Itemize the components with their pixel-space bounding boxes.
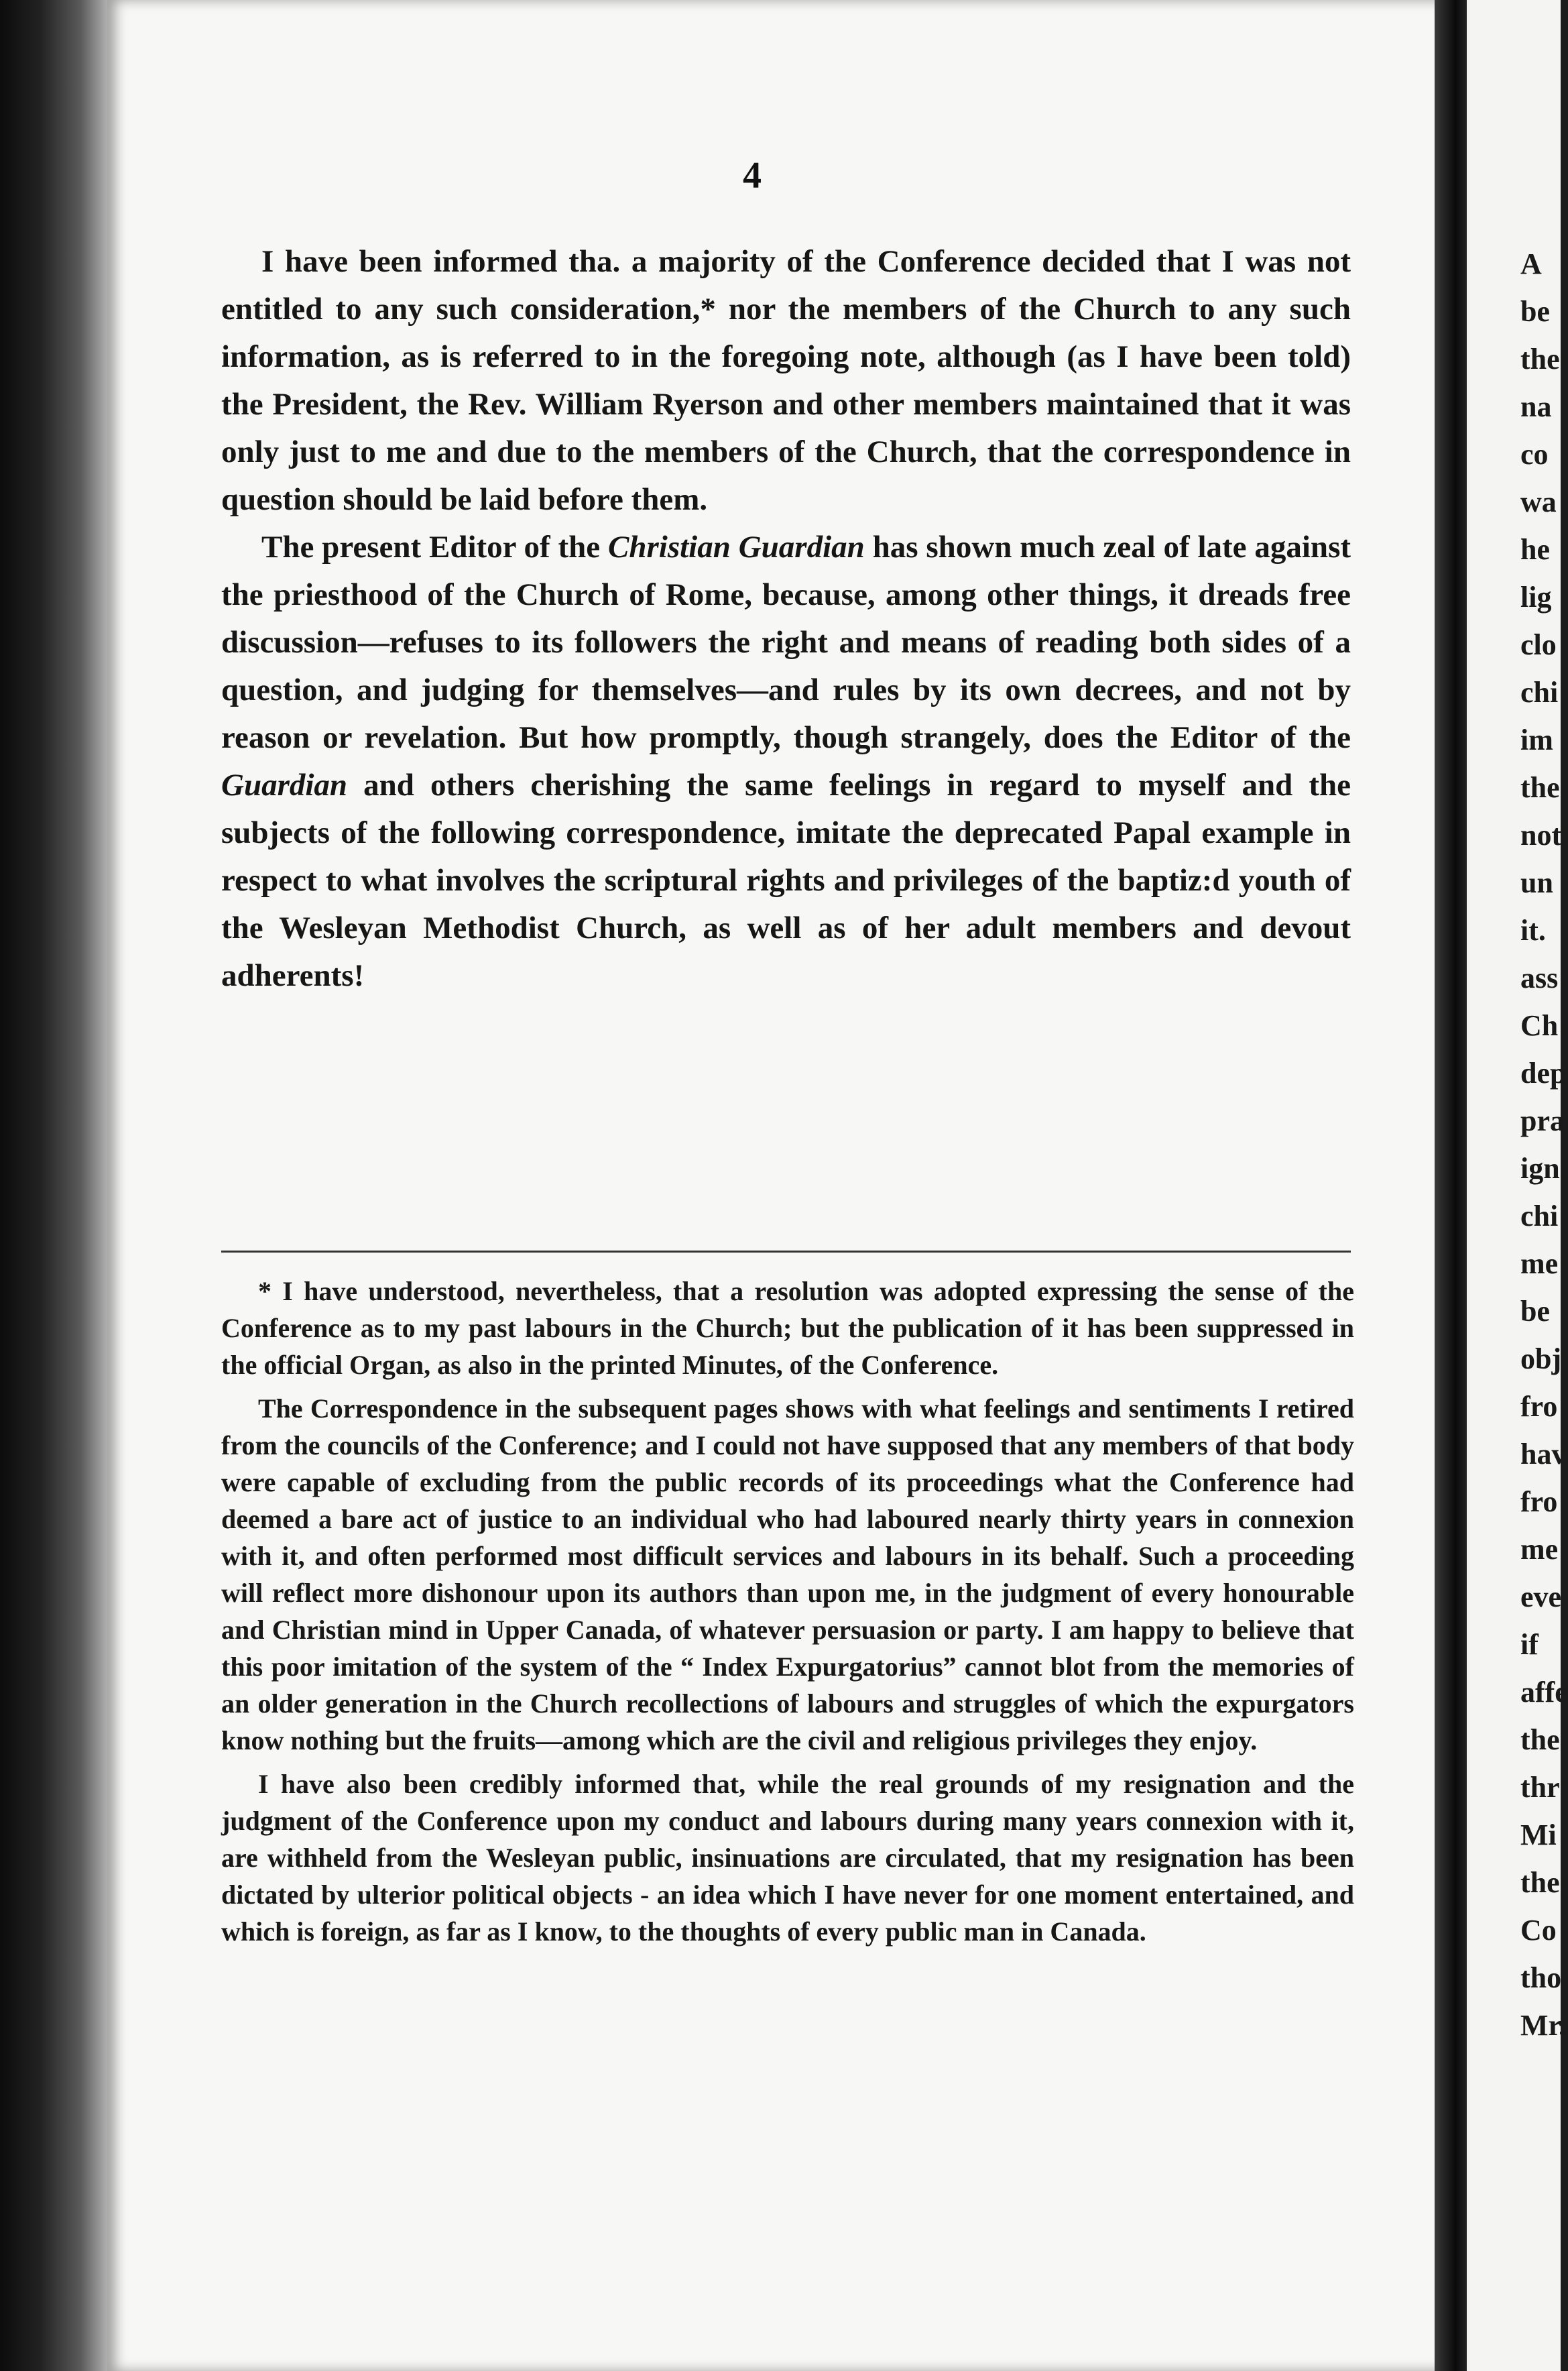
facing-page-fragment: the <box>1520 343 1560 375</box>
facing-page-fragment: thr <box>1520 1771 1560 1804</box>
facing-page-fragment: co <box>1520 438 1549 471</box>
facing-page-fragment: un <box>1520 866 1553 899</box>
paragraph-2-part-1: The present Editor of the <box>261 530 608 565</box>
facing-page-fragment: Ch <box>1520 1009 1559 1042</box>
facing-page-fragment: Mi <box>1520 1818 1557 1851</box>
paragraph-2-part-5: and others cherishing the same feelings in regard to myself and the subjects of the following correspondence, imitate the deprecated Papal example in respect to what involves the scriptural rights and privileges of the baptiz:d youth of the Wesleyan Methodist Church, as well as of her adult members and devout adherents! <box>221 768 1351 993</box>
footnote-3: I have also been credibly informed that, while the real grounds of my resignation and the judgment of the Conference upon my conduct and labours during many years connexion with it, are withheld from the Wesleyan public, insinuations are circulated, that my resignation has been dictated by ulterior political objects - an idea which I have never for one moment entertained, and which is foreign, as far as I know, to the thoughts of every public man in Canada. <box>221 1769 1354 1947</box>
facing-page-fragment: if <box>1520 1628 1539 1661</box>
facing-page-fragment: ass <box>1520 962 1559 994</box>
facing-page-fragment: Mr. <box>1520 2009 1567 2042</box>
facing-page-fragment: be <box>1520 1295 1550 1328</box>
facing-page-fragment: lig <box>1520 581 1552 614</box>
facing-page-fragment: A <box>1520 247 1542 280</box>
facing-page-fragment: me <box>1520 1533 1559 1566</box>
facing-page-fragment: ign <box>1520 1152 1560 1185</box>
footnote-2: The Correspondence in the subsequent pages shows with what feelings and sentiments I retired from the councils of the Conference; and I could not have supposed that any members of that body were capable of excluding from the public records of its proceedings what the Conference had deemed a bare act of justice to an individual who had laboured nearly thirty years in connexion with it, and often performed most difficult services and labours in its behalf. Such a proceeding will reflect more dishonour upon its authors than upon me, in the judgment of every honourable and Christian mind in Upper Canada, of whatever persuasion or party. I am happy to believe that this poor imitation of the system of the “ Index Expurgatorius” cannot blot from the memories of an older generation in the Church recollections of labours and struggles of which the expurgators know nothing but the fruits—among which are the civil and religious privileges they enjoy. <box>221 1393 1354 1755</box>
paragraph-2-part-3: has shown much zeal of late against the priesthood of the Church of Rome, because, among other things, it dreads free discussion—refuses to its followers the right and means of reading both sides of a question, and judging for themselves—and rules by its own decrees, and not by reason or revelation. But how promptly, though strangely, does the Editor of the <box>221 530 1351 755</box>
facing-page-fragment: not <box>1520 819 1562 852</box>
christian-guardian-title: Christian Guardian <box>608 530 865 565</box>
footnotes <box>221 1273 1354 1957</box>
facing-page-fragment: fro <box>1520 1485 1558 1518</box>
facing-page-fragment: clo <box>1520 628 1557 661</box>
facing-page-fragment: eve <box>1520 1580 1562 1613</box>
guardian-title: Guardian <box>221 768 348 803</box>
facing-page-fragment: wa <box>1520 485 1557 518</box>
facing-page-fragment: chi <box>1520 676 1559 709</box>
facing-page-fragment: be <box>1520 295 1550 328</box>
facing-page <box>1467 0 1568 2371</box>
facing-page-fragment: tho <box>1520 1961 1562 1994</box>
facing-page-fragment: the <box>1520 1866 1560 1899</box>
facing-page-fragment: me <box>1520 1247 1559 1280</box>
body-text <box>221 238 1351 1000</box>
facing-page-fragment: fro <box>1520 1390 1558 1423</box>
facing-page-fragment: Co <box>1520 1914 1557 1947</box>
facing-page-fragment: it. <box>1520 914 1546 947</box>
facing-page-fragment: the <box>1520 771 1560 804</box>
footnote-1: * I have understood, nevertheless, that a resolution was adopted expressing the sense of the Conference as to my past labours in the Church; but the publication of it has been suppressed in the official Organ, as also in the printed Minutes, of the Conference. <box>221 1276 1354 1380</box>
footnote-divider <box>221 1251 1351 1253</box>
facing-page-fragment: chi <box>1520 1200 1559 1232</box>
facing-page-fragment: pra <box>1520 1104 1565 1137</box>
book-gutter <box>1435 0 1469 2371</box>
facing-page-fragment: im <box>1520 724 1553 756</box>
paragraph-2 <box>221 524 1351 1000</box>
paragraph-1-text: I have been informed tha. a majority of the Conference decided that I was not entitled to any such consideration,* nor the members of the Church to any such information, as is referred to in the foregoing note, although (as I have been told) the President, the Rev. William Ryerson and other members maintained that it was only just to me and due to the members of the Church, that the correspondence in question should be laid before them. <box>221 244 1351 517</box>
facing-page-fragment: dep <box>1520 1057 1567 1090</box>
paragraph-1 <box>221 238 1351 524</box>
page-number: 4 <box>743 155 762 196</box>
facing-page-fragment: the <box>1520 1723 1560 1756</box>
facing-page-fragment: affe <box>1520 1676 1568 1709</box>
facing-page-fragment: hav <box>1520 1438 1567 1470</box>
book-edge-left <box>0 0 121 2371</box>
facing-page-fragment: na <box>1520 390 1552 423</box>
facing-page-fragment: obj <box>1520 1342 1562 1375</box>
facing-page-fragment: he <box>1520 533 1550 566</box>
